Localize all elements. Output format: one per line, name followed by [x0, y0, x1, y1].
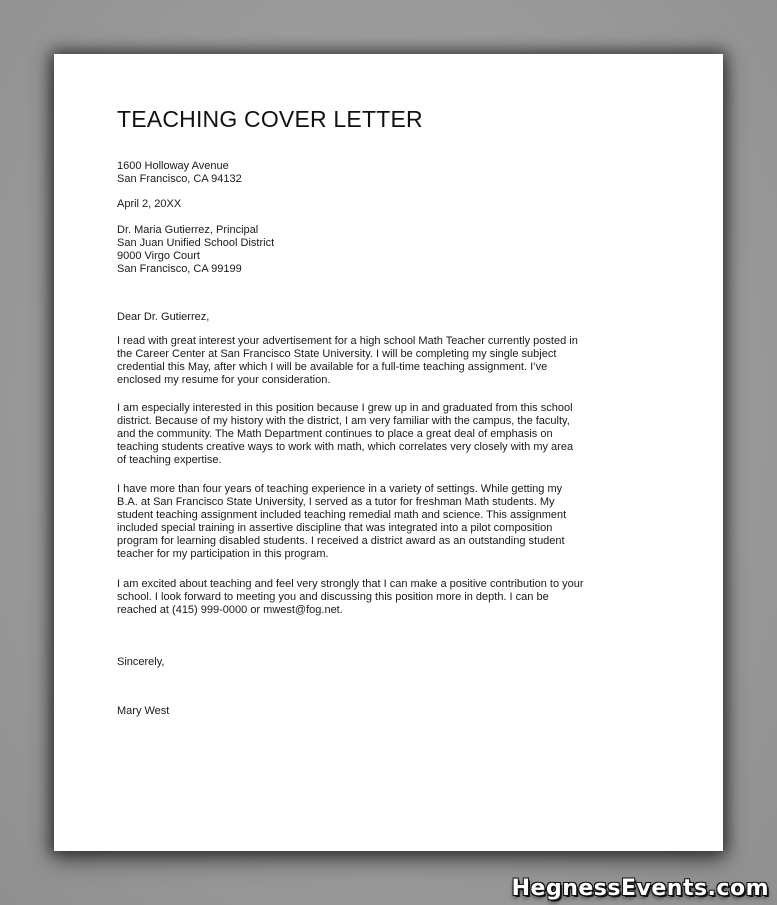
paragraph-line: teaching students creative ways to work with math, which correlates very closely with my area [117, 441, 574, 453]
paragraph-line: district. Because of my history with the district, I am very familiar with the campus, the faculty, [117, 415, 570, 427]
paragraph-line: enclosed my resume for your consideration. [117, 374, 331, 386]
closing-text: Sincerely, [117, 656, 165, 668]
document-title: TEACHING COVER LETTER [117, 106, 423, 132]
watermark-text: HegnessEvents.com [511, 876, 769, 901]
paragraph-line: program for learning disabled students. I received a district award as an outstanding student [117, 535, 565, 547]
paragraph-line: I am especially interested in this position because I grew up in and graduated from this school [117, 402, 573, 414]
paragraph-line: school. I look forward to meeting you and discussing this position more in depth. I can be [117, 591, 549, 603]
paragraph-line: I am excited about teaching and feel very strongly that I can make a positive contribution to your [117, 578, 584, 590]
paragraph-line: student teaching assignment included teaching remedial math and science. This assignment [117, 509, 567, 521]
recipient-line: 9000 Virgo Court [117, 250, 200, 262]
paragraph-line: teacher for my participation in this program. [117, 548, 329, 560]
letter-page [54, 54, 723, 851]
sender-address-line: 1600 Holloway Avenue [117, 160, 229, 172]
letter-date [117, 198, 597, 211]
recipient-line: Dr. Maria Gutierrez, Principal [117, 224, 259, 236]
paragraph-line: included special training in assertive discipline that was integrated into a pilot composition [117, 522, 553, 534]
sender-address [117, 160, 597, 186]
paragraph-line: the Career Center at San Francisco State University. I will be completing my single subject [117, 348, 557, 360]
salutation [117, 311, 597, 324]
recipient-line: San Francisco, CA 99199 [117, 263, 242, 275]
recipient-line: San Juan Unified School District [117, 237, 275, 249]
paragraph-line: of teaching expertise. [117, 454, 222, 466]
paragraph-line: and the community. The Math Department continues to place a great deal of emphasis on [117, 428, 553, 440]
paragraph-line: I have more than four years of teaching experience in a variety of settings. While getting my [117, 483, 563, 495]
salutation-text: Dear Dr. Gutierrez, [117, 311, 210, 323]
closing [117, 656, 597, 669]
date-text: April 2, 20XX [117, 198, 182, 210]
paragraph-4 [117, 578, 597, 617]
paragraph-line: credential this May, after which I will be available for a full-time teaching assignment. I’ve [117, 361, 548, 373]
paragraph-3 [117, 483, 597, 561]
recipient-address [117, 224, 597, 276]
paragraph-line: reached at (415) 999-0000 or mwest@fog.net. [117, 604, 343, 616]
paragraph-2 [117, 402, 597, 467]
paragraph-line: I read with great interest your advertisement for a high school Math Teacher currently posted in [117, 335, 578, 347]
sender-address-line: San Francisco, CA 94132 [117, 173, 242, 185]
paragraph-1 [117, 335, 597, 387]
signature [117, 705, 597, 718]
paragraph-line: B.A. at San Francisco State University, I served as a tutor for freshman Math students. My [117, 496, 555, 508]
signature-name: Mary West [117, 705, 170, 717]
